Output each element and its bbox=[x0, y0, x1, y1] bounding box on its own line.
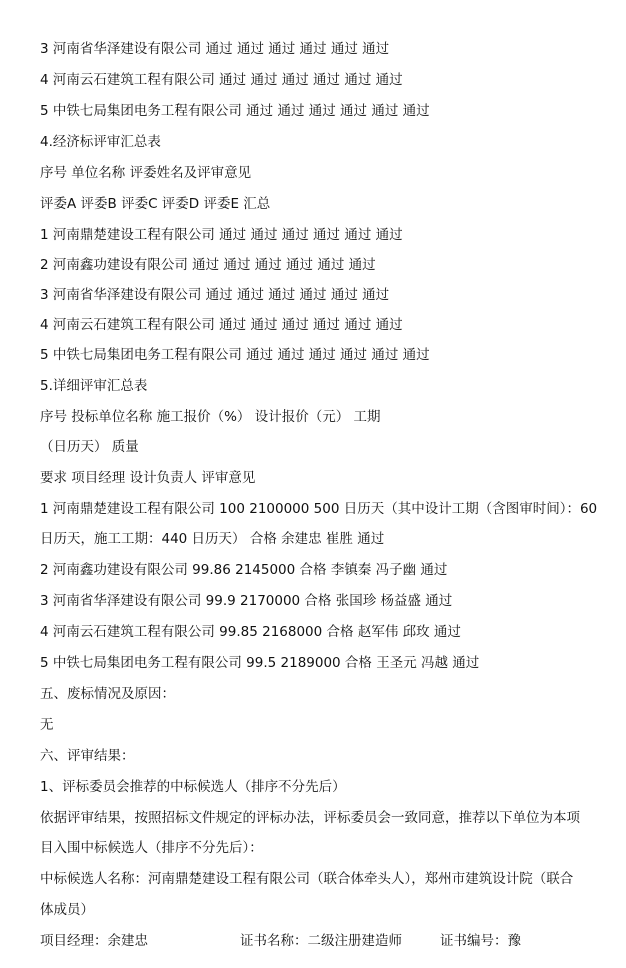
paragraph: 无 bbox=[40, 717, 54, 733]
table-row: 3 河南省华泽建设有限公司 99.9 2170000 合格 张国珍 杨益盛 通过 bbox=[40, 593, 453, 609]
table-row-continued: 日历天，施工工期：440 日历天） 合格 余建忠 崔胜 通过 bbox=[40, 531, 385, 547]
paragraph: 目入围中标候选人（排序不分先后）： bbox=[40, 840, 263, 856]
table-row: 1 河南鼎楚建设工程有限公司 100 2100000 500 日历天（其中设计工期（含图审时间）：60 bbox=[40, 501, 598, 517]
table-header: 要求 项目经理 设计负责人 评审意见 bbox=[40, 470, 256, 486]
text-line: 3 河南省华泽建设有限公司 通过 通过 通过 通过 通过 通过 bbox=[40, 41, 390, 57]
section-heading: 4.经济标评审汇总表 bbox=[40, 134, 161, 150]
text-line: 4 河南云石建筑工程有限公司 通过 通过 通过 通过 通过 通过 bbox=[40, 72, 403, 88]
table-header: 评委A 评委B 评委C 评委D 评委E 汇总 bbox=[40, 196, 271, 212]
paragraph: 体成员） bbox=[40, 902, 94, 918]
paragraph: 中标候选人名称：河南鼎楚建设工程有限公司（联合体牵头人），郑州市建筑设计院（联合 bbox=[40, 871, 574, 887]
table-row: 3 河南省华泽建设有限公司 通过 通过 通过 通过 通过 通过 bbox=[40, 287, 390, 303]
project-manager: 项目经理：余建忠 bbox=[40, 933, 148, 949]
table-row: 4 河南云石建筑工程有限公司 99.85 2168000 合格 赵军伟 邱玫 通过 bbox=[40, 624, 461, 640]
table-header: 序号 投标单位名称 施工报价（%） 设计报价（元） 工期 bbox=[40, 409, 381, 425]
certificate-number: 证书编号：豫 bbox=[440, 933, 521, 949]
table-row: 5 中铁七局集团电务工程有限公司 99.5 2189000 合格 王圣元 冯越 通过 bbox=[40, 655, 480, 671]
table-row: 4 河南云石建筑工程有限公司 通过 通过 通过 通过 通过 通过 bbox=[40, 317, 403, 333]
section-heading: 5.详细评审汇总表 bbox=[40, 378, 148, 394]
footer-line bbox=[40, 932, 616, 950]
table-row: 2 河南鑫功建设有限公司 通过 通过 通过 通过 通过 通过 bbox=[40, 257, 376, 273]
table-header: （日历天） 质量 bbox=[40, 439, 139, 455]
section-heading: 五、废标情况及原因： bbox=[40, 686, 175, 702]
text-line: 5 中铁七局集团电务工程有限公司 通过 通过 通过 通过 通过 通过 bbox=[40, 103, 430, 119]
certificate-name: 证书名称：二级注册建造师 bbox=[240, 933, 402, 949]
table-row: 2 河南鑫功建设有限公司 99.86 2145000 合格 李镇秦 冯子幽 通过 bbox=[40, 562, 448, 578]
table-row: 1 河南鼎楚建设工程有限公司 通过 通过 通过 通过 通过 通过 bbox=[40, 227, 403, 243]
subsection-heading: 1、评标委员会推荐的中标候选人（排序不分先后） bbox=[40, 779, 346, 795]
paragraph: 依据评审结果，按照招标文件规定的评标办法，评标委员会一致同意，推荐以下单位为本项 bbox=[40, 810, 580, 826]
table-header: 序号 单位名称 评委姓名及评审意见 bbox=[40, 165, 252, 181]
table-row: 5 中铁七局集团电务工程有限公司 通过 通过 通过 通过 通过 通过 bbox=[40, 347, 430, 363]
section-heading: 六、评审结果： bbox=[40, 748, 135, 764]
